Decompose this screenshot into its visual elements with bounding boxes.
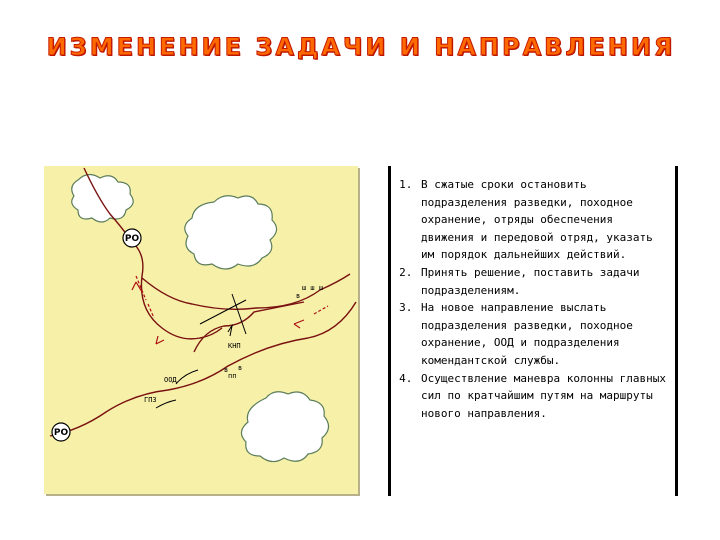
arrow-route-2 bbox=[156, 336, 164, 344]
enemy-label-mid-sub: в bbox=[238, 364, 243, 372]
forest-areas bbox=[72, 174, 329, 461]
front-line-x bbox=[200, 294, 246, 334]
dashed-line-2 bbox=[314, 306, 328, 314]
page-title: ИЗМЕНЕНИЕ ЗАДАЧИ И НАПРАВЛЕНИЯ bbox=[46, 33, 676, 61]
tactical-map bbox=[44, 166, 358, 494]
enemy-label-mid-small: пп bbox=[228, 372, 237, 380]
tactical-map-diagram bbox=[44, 166, 358, 494]
po-marker-top bbox=[123, 229, 141, 247]
knp-symbol bbox=[228, 325, 233, 336]
ood-symbol bbox=[176, 370, 198, 384]
instructions-list bbox=[391, 166, 675, 422]
gpz-symbol bbox=[156, 400, 176, 408]
instructions-panel bbox=[388, 166, 678, 496]
po-label-top: РО bbox=[124, 234, 140, 244]
forest-top-left bbox=[72, 174, 133, 222]
gpz-label: ГПЗ bbox=[144, 396, 157, 404]
arrow-route-3 bbox=[294, 320, 304, 328]
enemy-label-top: ш ш ш bbox=[302, 284, 324, 292]
knp-label: КНП bbox=[228, 342, 241, 350]
ood-label: ООД bbox=[164, 376, 177, 384]
forest-center bbox=[185, 196, 277, 269]
dashed-line-1 bbox=[136, 276, 154, 318]
instruction-step: 1. В сжатые сроки остановить подразделения разведки, походное охранение, отряды обеспечения движения и передовой отряд, указать им порядок дальнейших действий. bbox=[419, 176, 667, 264]
instruction-step: 4. Осуществление маневра колонны главных сил по кратчайшим путям на маршруты нового направления. bbox=[419, 370, 667, 423]
route-branch bbox=[194, 302, 304, 352]
instruction-step: 2. Принять решение, поставить задачи подразделениям. bbox=[419, 264, 667, 299]
po-marker-bottom bbox=[52, 423, 70, 441]
enemy-label-mid: в bbox=[224, 366, 229, 374]
instruction-step: 3. На новое направление выслать подразделения разведки, походное охранение, ООД и подразделения комендантской службы. bbox=[419, 299, 667, 369]
po-label-bottom: РО bbox=[53, 428, 69, 438]
enemy-label-top-letter: в bbox=[296, 292, 301, 300]
forest-bottom bbox=[241, 392, 328, 462]
unit-symbols bbox=[156, 294, 246, 408]
